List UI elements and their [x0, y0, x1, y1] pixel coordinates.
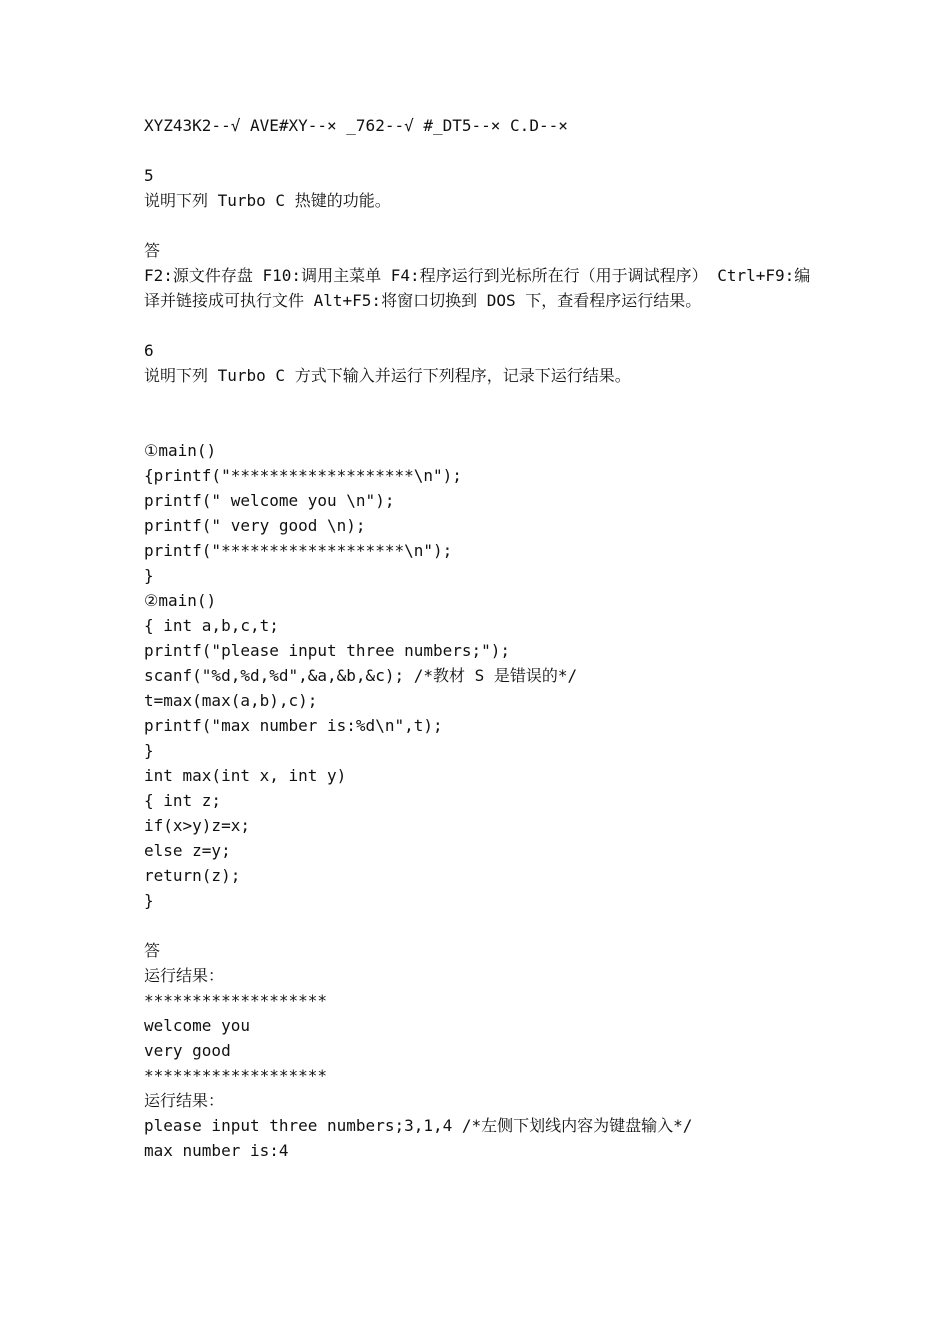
spacer [144, 138, 824, 163]
result-line: welcome you [144, 1016, 250, 1035]
result-line: max number is:4 [144, 1141, 289, 1160]
code-line: return(z); [144, 866, 241, 885]
code-line: scanf("%d,%d,%d",&a,&b,&c); /*教材 S 是错误的*/ [144, 666, 578, 685]
result-line: 运行结果： [144, 966, 225, 985]
q5-question: 说明下列 Turbo C 热键的功能。 [144, 191, 391, 210]
code-line: ②main() [144, 591, 217, 610]
spacer [144, 213, 824, 238]
code-line: printf("*******************\n"); [144, 541, 453, 560]
result-line: ******************* [144, 991, 328, 1010]
result-line: 运行结果： [144, 1091, 225, 1110]
code-line: } [144, 566, 154, 585]
result-line: please input three numbers;3,1,4 /*左侧下划线内容为键盘输入*/ [144, 1116, 693, 1135]
code-line: { int a,b,c,t; [144, 616, 279, 635]
result-line: ******************* [144, 1066, 328, 1085]
spacer [144, 313, 824, 338]
spacer [144, 913, 824, 938]
code-line: {printf("*******************\n"); [144, 466, 462, 485]
q6-question: 说明下列 Turbo C 方式下输入并运行下列程序，记录下运行结果。 [144, 366, 631, 385]
q4-answers-line: XYZ43K2--√ AVE#XY--× _762--√ #_DT5--× C.D--× [144, 116, 568, 135]
result-line: very good [144, 1041, 231, 1060]
code-line: } [144, 891, 154, 910]
document-body [144, 113, 824, 1163]
code-line: } [144, 741, 154, 760]
code-line: printf(" very good \n); [144, 516, 366, 535]
q6-number: 6 [144, 341, 154, 360]
code-line: ①main() [144, 441, 217, 460]
code-line: printf("please input three numbers;"); [144, 641, 511, 660]
q5-answer-text: F2:源文件存盘 F10:调用主菜单 F4:程序运行到光标所在行（用于调试程序） Ctrl+F9:编译并链接成可执行文件 Alt+F5:将窗口切换到 DOS 下，查看程序运行结果。 [144, 266, 811, 310]
q5-number: 5 [144, 166, 154, 185]
code-line: if(x>y)z=x; [144, 816, 250, 835]
code-line: { int z; [144, 791, 222, 810]
spacer [144, 413, 824, 438]
q6-answer-label: 答 [144, 941, 161, 960]
code-line: int max(int x, int y) [144, 766, 347, 785]
q5-answer-label: 答 [144, 241, 161, 260]
code-line: else z=y; [144, 841, 231, 860]
code-line: t=max(max(a,b),c); [144, 691, 318, 710]
code-line: printf("max number is:%d\n",t); [144, 716, 443, 735]
spacer [144, 388, 824, 413]
code-line: printf(" welcome you \n"); [144, 491, 395, 510]
